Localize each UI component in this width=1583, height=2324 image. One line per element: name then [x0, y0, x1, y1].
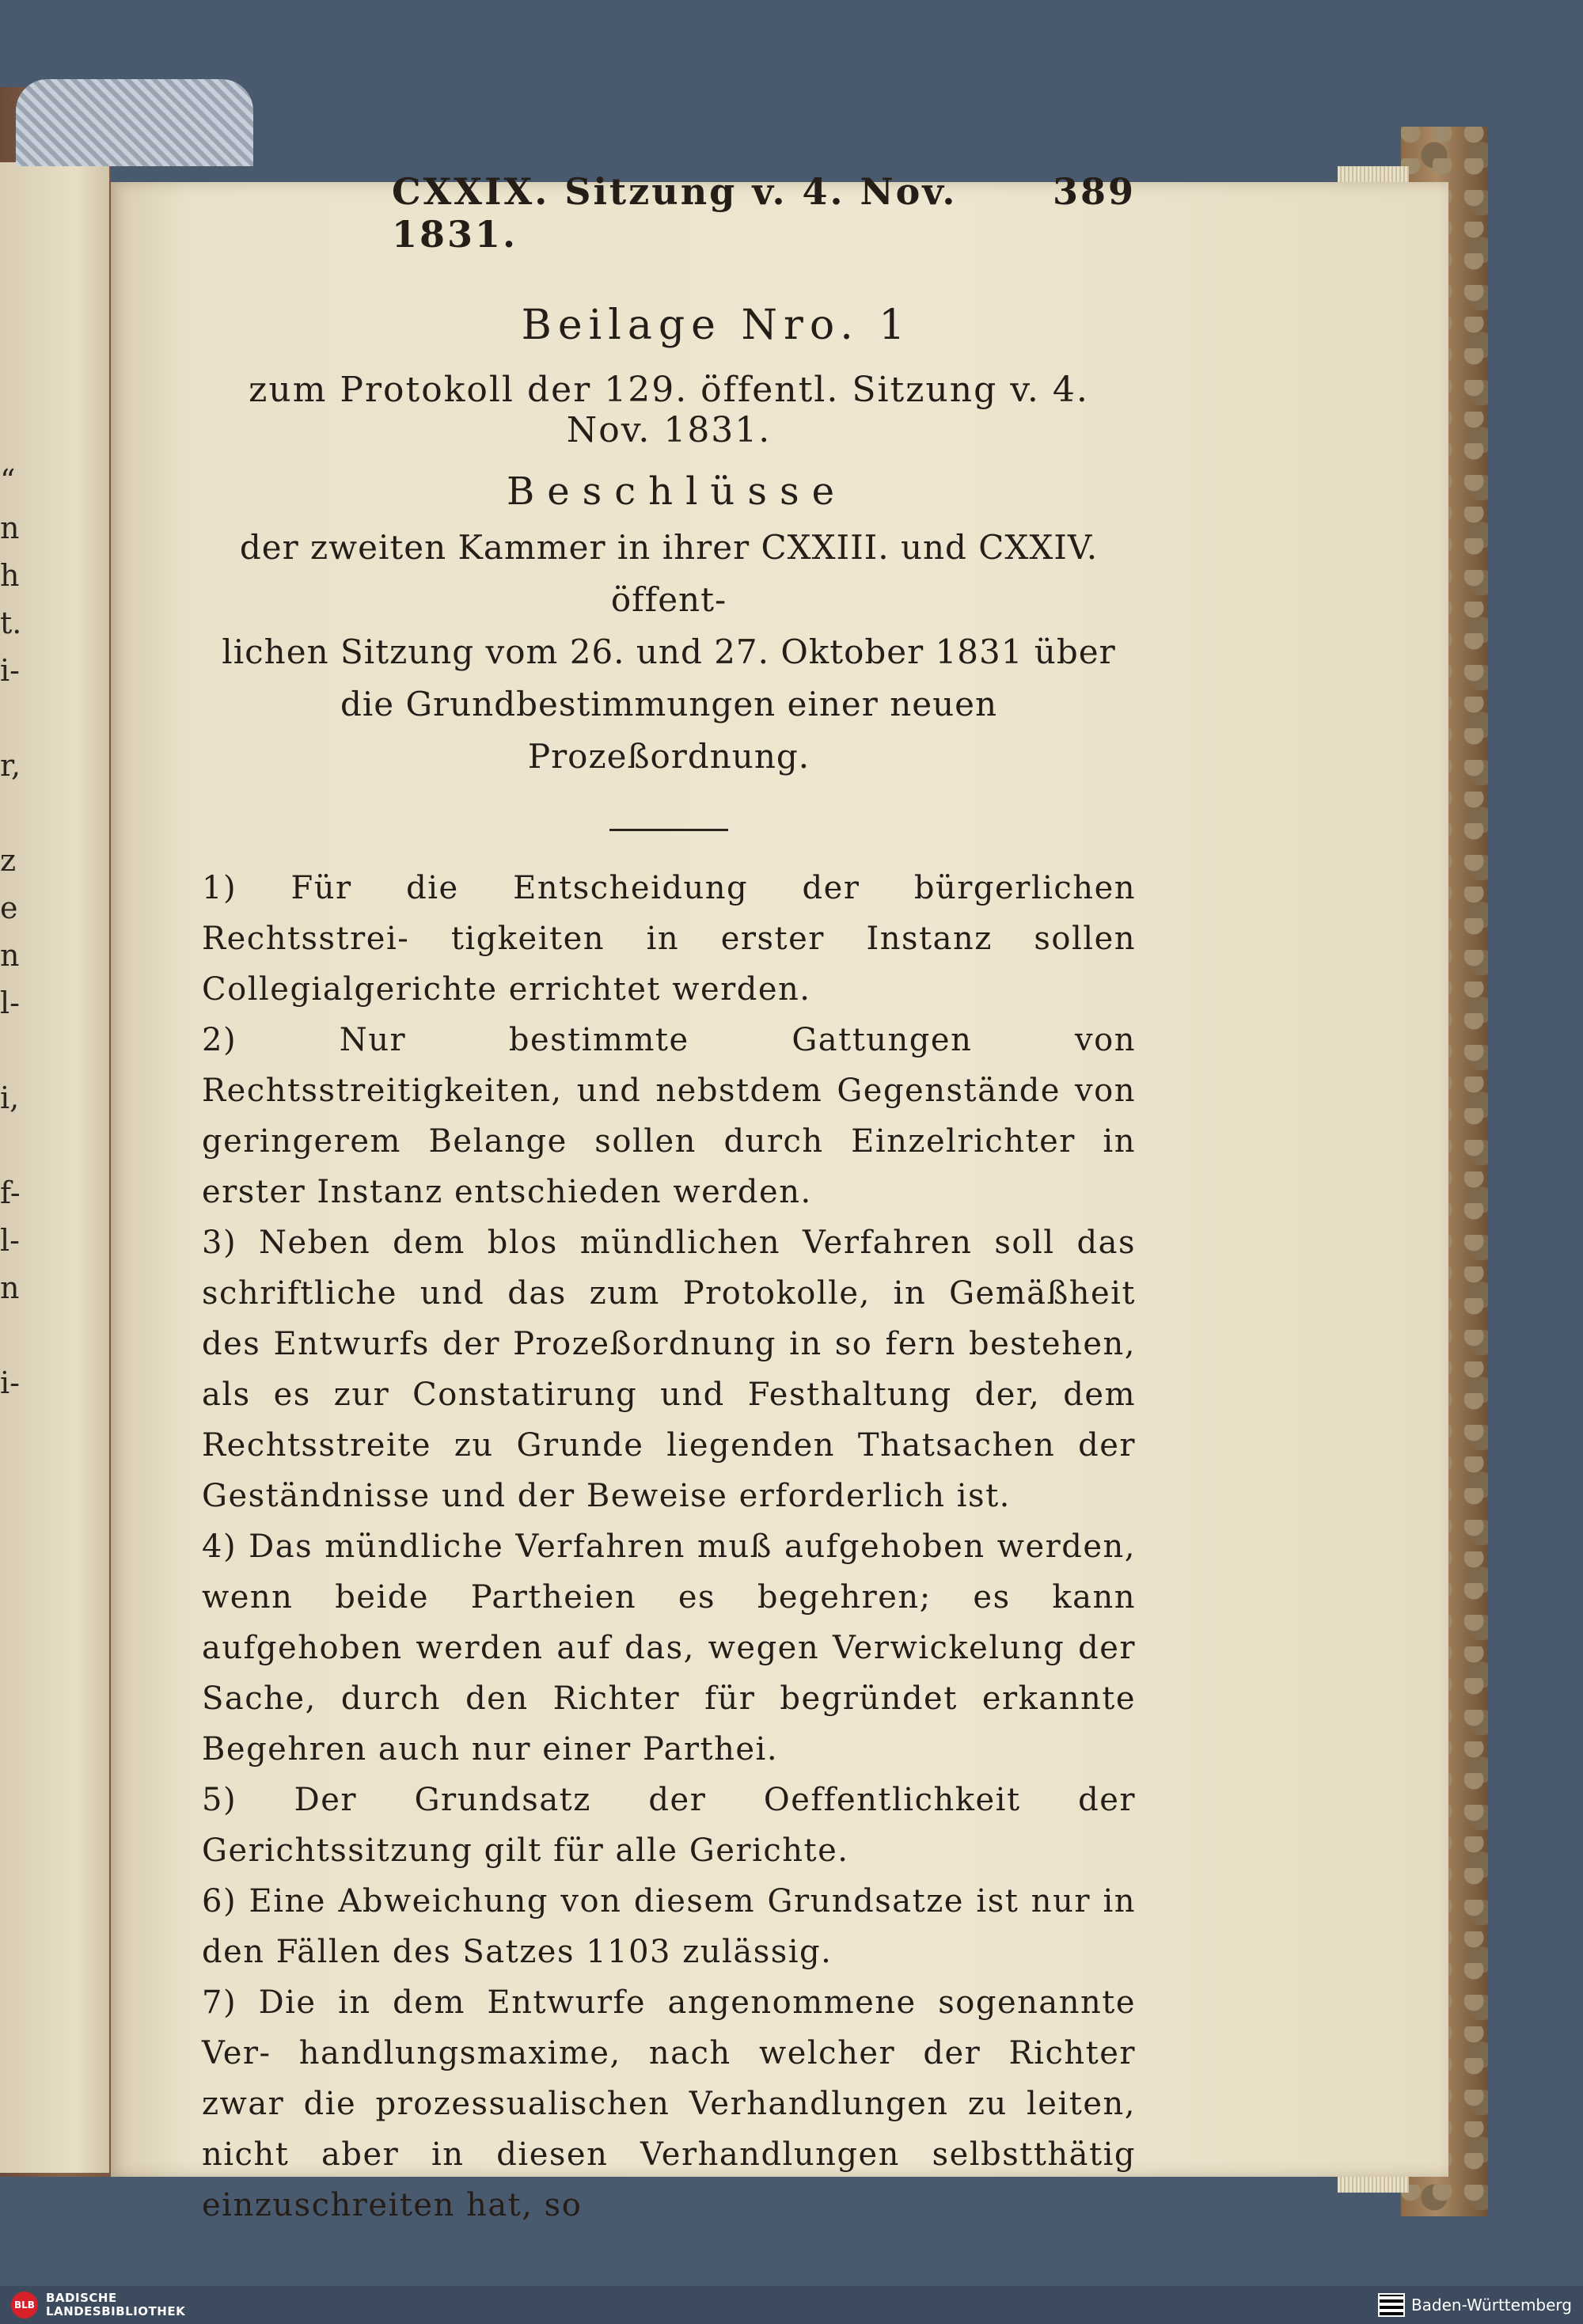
margin-fragment: z [0, 843, 17, 878]
margin-fragment: i- [0, 1365, 20, 1400]
viewer-footer [0, 2286, 1583, 2324]
margin-fragment [0, 1318, 32, 1365]
running-head-row [392, 170, 1136, 256]
margin-fragment [0, 1033, 32, 1080]
margin-fragment: r, [0, 748, 21, 783]
left-page [0, 162, 109, 2173]
heading-protokoll: zum Protokoll der 129. öffentl. Sitzung v. 4. Nov. 1831. [249, 370, 1089, 450]
margin-fragment [0, 796, 32, 843]
margin-fragment: f- [0, 1175, 21, 1210]
blb-name-line: LANDESBIBLIOTHEK [46, 2304, 186, 2318]
headband [16, 79, 253, 166]
left-page-margin-text [0, 463, 32, 1413]
paragraph: 3) Neben dem blos mündlichen Verfahren soll das schriftliche und das zum Protokolle, in Gemäßheit des Entwurfs der Prozeßordnung in so fern bestehen, als es zur Constatirung und Festhaltung der, dem Rechtsstreite zu Grunde liegenden Thatsachen der Geständnisse und der Beweise erforderlich ist. [202, 1225, 1136, 1514]
blb-branding[interactable] [0, 2292, 185, 2318]
page-content [202, 170, 1136, 2231]
blb-name-line: BADISCHE [46, 2291, 117, 2305]
heading-beschluesse: Beschlüsse [506, 469, 848, 514]
margin-fragment: e [0, 890, 18, 925]
margin-fragment: n [0, 511, 20, 545]
paragraph: 7) Die in dem Entwurfe angenommene sogenannte Ver- handlungsmaxime, nach welcher der Richter zwar die prozessualischen Verhandlungen zu leiten, nicht aber in diesen Verhandlungen selbstthätig einzuschreiten hat, so [202, 1984, 1136, 2223]
divider-rule [609, 829, 728, 831]
margin-fragment: i, [0, 1080, 20, 1115]
page-number: 389 [1052, 170, 1136, 213]
paragraph: 5) Der Grundsatz der Oeffentlichkeit der Gerichtssitzung gilt für alle Gerichte. [202, 1782, 1136, 1869]
bw-label: Baden-Württemberg [1410, 2296, 1572, 2315]
blb-logo-icon: BLB [11, 2292, 38, 2318]
paragraph: 2) Nur bestimmte Gattungen von Rechtsstreitigkeiten, und nebstdem Gegenstände von geringerem Belange sollen durch Einzelrichter in erster Instanz entschieden werden. [202, 1022, 1136, 1210]
margin-fragment [0, 701, 32, 748]
margin-fragment: l- [0, 1223, 20, 1258]
margin-fragment: l- [0, 985, 20, 1020]
heading-subtitle-line: der zweiten Kammer in ihrer CXXIII. und CXXIV. öffent- [239, 528, 1099, 619]
margin-fragment: t. [0, 606, 22, 640]
heading-beilage: Beilage Nro. 1 [521, 302, 912, 349]
heading-subtitle-line: lichen Sitzung vom 26. und 27. Oktober 1831 über [222, 632, 1116, 671]
paragraph: 6) Eine Abweichung von diesem Grundsatze ist nur in den Fällen des Satzes 1103 zulässig. [202, 1883, 1136, 1970]
bw-branding[interactable] [1378, 2293, 1583, 2317]
margin-fragment: n [0, 938, 20, 973]
paragraph: 1) Für die Entscheidung der bürgerlichen Rechtsstrei- tigkeiten in erster Instanz sollen Collegialgerichte errichtet werden. [202, 870, 1136, 1008]
blb-name [46, 2292, 185, 2318]
margin-fragment: “ [0, 463, 16, 498]
bw-lions-icon [1378, 2293, 1405, 2317]
margin-fragment: h [0, 558, 20, 593]
running-head: CXXIX. Sitzung v. 4. Nov. 1831. [392, 170, 958, 256]
margin-fragment [0, 1128, 32, 1175]
heading-subtitle [202, 522, 1136, 783]
heading-subtitle-line: die Grundbestimmungen einer neuen Prozeßordnung. [340, 685, 998, 776]
margin-fragment: i- [0, 653, 20, 688]
paragraph: 4) Das mündliche Verfahren muß aufgehoben werden, wenn beide Partheien es begehren; es kann aufgehoben werden auf das, wegen Verwickelung der Sache, durch den Richter für begründet erkannte Begehren auch nur einer Parthei. [202, 1528, 1136, 1768]
margin-fragment: n [0, 1270, 20, 1305]
body-text [202, 863, 1136, 2231]
